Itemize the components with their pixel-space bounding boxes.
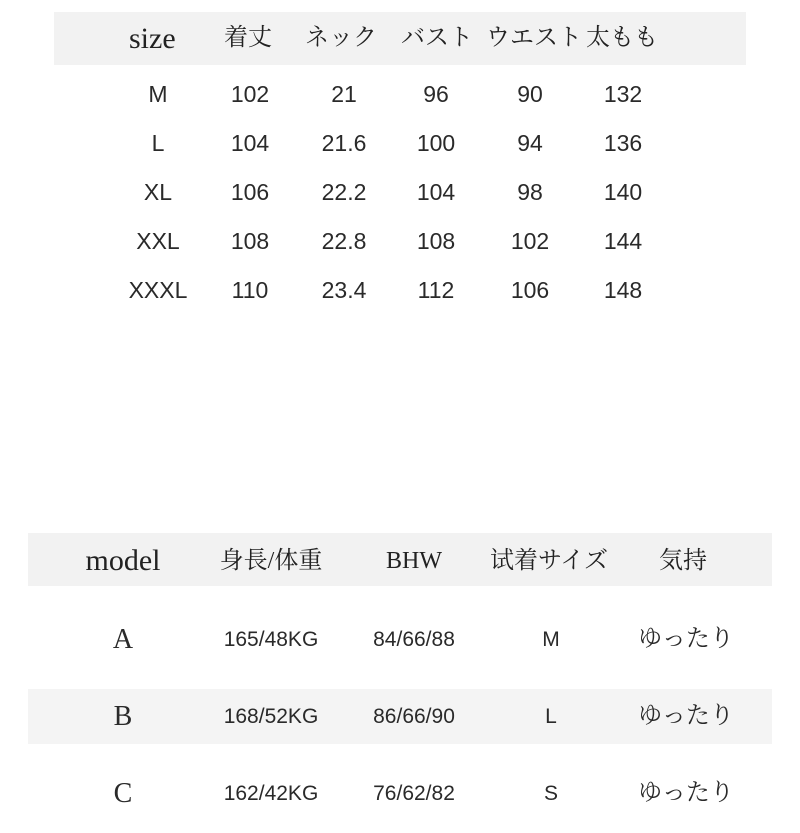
- feeling-cell: ゆったり: [638, 626, 734, 652]
- bust-cell: 96: [423, 81, 449, 107]
- tried-size-cell: M: [542, 628, 560, 651]
- height-weight-cell: 162/42KG: [223, 782, 319, 805]
- neck-cell: 21.6: [321, 130, 367, 156]
- size-chart-body: [54, 65, 746, 315]
- model-header-model: model: [85, 544, 161, 577]
- neck-cell: 22.8: [321, 228, 367, 254]
- height-weight-cell: 168/52KG: [223, 705, 319, 728]
- bhw-cell: 86/66/90: [373, 705, 455, 728]
- feeling-cell: ゆったり: [638, 703, 734, 729]
- bhw-cell: 84/66/88: [373, 628, 455, 651]
- thigh-cell: 140: [603, 179, 643, 205]
- table-row: [54, 224, 746, 258]
- table-row: [28, 612, 772, 667]
- bust-cell: 112: [417, 277, 455, 303]
- model-header-tried-size: 试着サイズ: [489, 548, 609, 574]
- length-cell: 102: [230, 81, 270, 107]
- size-label-cell: XL: [143, 179, 173, 205]
- thigh-cell: 148: [603, 277, 643, 303]
- tried-size-cell: S: [543, 782, 558, 805]
- neck-cell: 21: [331, 81, 357, 107]
- waist-cell: 90: [517, 81, 543, 107]
- waist-cell: 98: [517, 179, 543, 205]
- size-chart-table: [54, 12, 746, 315]
- table-row: [54, 273, 746, 307]
- size-chart-header-row: [54, 12, 746, 65]
- height-weight-cell: 165/48KG: [223, 628, 319, 651]
- waist-cell: 94: [517, 130, 543, 156]
- length-cell: 106: [230, 179, 270, 205]
- model-fitting-table: [28, 533, 772, 809]
- size-header-length: 着丈: [224, 25, 272, 51]
- bust-cell: 100: [416, 130, 456, 156]
- table-row: [54, 77, 746, 111]
- model-header-feeling: 気持: [659, 548, 707, 574]
- size-label-cell: L: [151, 130, 165, 156]
- model-header-height-weight: 身長/体重: [219, 548, 323, 574]
- bhw-cell: 76/62/82: [373, 782, 455, 805]
- bust-cell: 104: [416, 179, 456, 205]
- length-cell: 108: [230, 228, 270, 254]
- size-header-size: size: [129, 22, 176, 55]
- model-name-cell: C: [113, 778, 133, 809]
- thigh-cell: 132: [603, 81, 643, 107]
- model-name-cell: B: [113, 701, 133, 732]
- thigh-cell: 144: [603, 228, 643, 254]
- table-row: [28, 689, 772, 744]
- table-row: [54, 126, 746, 160]
- model-name-cell: A: [112, 624, 134, 655]
- table-row: [28, 766, 772, 821]
- length-cell: 104: [230, 130, 270, 156]
- thigh-cell: 136: [603, 130, 643, 156]
- size-header-bust: バスト: [401, 25, 473, 51]
- size-header-thigh: 太もも: [586, 25, 658, 51]
- size-label-cell: XXXL: [128, 277, 188, 303]
- size-header-waist: ウエスト: [486, 25, 582, 51]
- size-label-cell: XXL: [136, 228, 180, 254]
- waist-cell: 102: [510, 228, 550, 254]
- neck-cell: 22.2: [321, 179, 367, 205]
- bust-cell: 108: [416, 228, 456, 254]
- length-cell: 110: [231, 277, 269, 303]
- size-label-cell: M: [148, 81, 168, 107]
- table-row: [54, 175, 746, 209]
- model-header-bhw: BHW: [386, 548, 442, 574]
- tried-size-cell: L: [545, 705, 557, 728]
- neck-cell: 23.4: [321, 277, 367, 303]
- waist-cell: 106: [510, 277, 550, 303]
- model-table-header-row: [28, 533, 772, 586]
- feeling-cell: ゆったり: [638, 780, 734, 806]
- size-header-neck: ネック: [305, 25, 377, 51]
